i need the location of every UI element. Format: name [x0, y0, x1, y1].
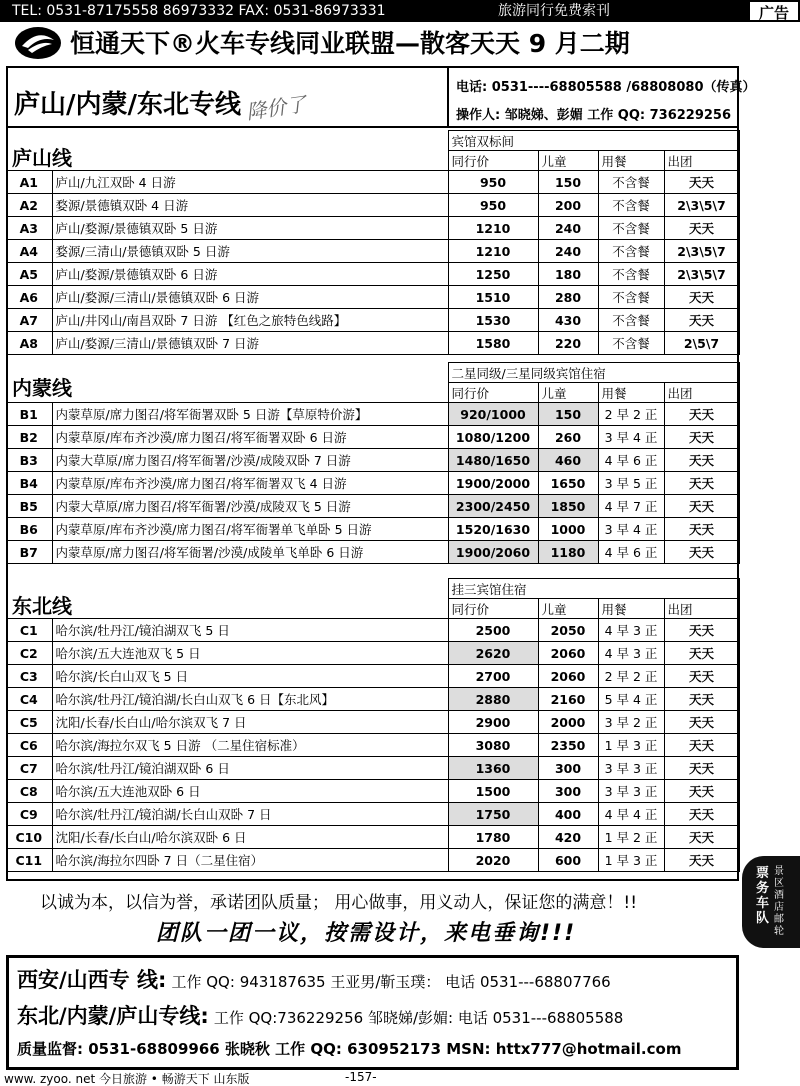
section-title-cell	[6, 363, 448, 383]
route-name: 庐山/婺源/景德镇双卧 5 日游	[52, 217, 448, 240]
dongbei-table	[6, 578, 740, 872]
meal-cell: 1 早 2 正	[598, 826, 664, 849]
table-row	[6, 803, 739, 826]
meal-cell: 3 早 4 正	[598, 426, 664, 449]
meal-cell: 不含餐	[598, 194, 664, 217]
accommodation-header: 宾馆双标间	[448, 131, 739, 151]
route-code: C6	[6, 734, 52, 757]
price-cell: 1750	[448, 803, 538, 826]
departure-cell: 天天	[664, 309, 739, 332]
table-row	[6, 734, 739, 757]
table-row	[6, 332, 739, 355]
route-name: 内蒙大草原/席力图召/将军衙署/沙漠/成陵双卧 7 日游	[52, 449, 448, 472]
top-contacts: TEL: 0531-87175558 86973332 FAX: 0531-86973331	[12, 3, 386, 19]
price-cell: 1900/2000	[448, 472, 538, 495]
child-price-cell: 150	[538, 403, 598, 426]
accommodation-header: 挂三宾馆住宿	[448, 579, 739, 599]
route-header	[6, 66, 756, 128]
route-name: 哈尔滨/五大连池双卧 6 日	[52, 780, 448, 803]
table-row	[6, 263, 739, 286]
meal-cell: 1 早 3 正	[598, 734, 664, 757]
meal-cell: 2 早 2 正	[598, 403, 664, 426]
header-blank	[6, 151, 448, 171]
child-price-cell: 460	[538, 449, 598, 472]
route-code: B2	[6, 426, 52, 449]
route-code: A3	[6, 217, 52, 240]
table-row	[6, 426, 739, 449]
route-code: C8	[6, 780, 52, 803]
route-code: C11	[6, 849, 52, 872]
header-divider	[447, 66, 449, 126]
child-price-cell: 220	[538, 332, 598, 355]
column-header: 同行价	[448, 151, 538, 171]
route-code: C2	[6, 642, 52, 665]
contact-dongbei-title: 东北/内蒙/庐山专线:	[17, 1004, 209, 1028]
route-name: 庐山/井冈山/南昌双卧 7 日游 【红色之旅特色线路】	[52, 309, 448, 332]
meal-cell: 3 早 3 正	[598, 757, 664, 780]
table-row	[6, 171, 739, 194]
child-price-cell: 2350	[538, 734, 598, 757]
contact-xian-title: 西安/山西专 线:	[17, 968, 167, 992]
slogan-motto: 团队一团一议，按需设计，来电垂询!!!	[156, 921, 577, 946]
accommodation-header: 二星同级/三星同级宾馆住宿	[448, 363, 739, 383]
price-cell: 1510	[448, 286, 538, 309]
child-price-cell: 150	[538, 171, 598, 194]
child-price-cell: 2160	[538, 688, 598, 711]
route-name: 内蒙草原/库布齐沙漠/席力图召/将军衙署双飞 4 日游	[52, 472, 448, 495]
price-cell: 2880	[448, 688, 538, 711]
meal-cell: 不含餐	[598, 332, 664, 355]
child-price-cell: 2050	[538, 619, 598, 642]
child-price-cell: 430	[538, 309, 598, 332]
contact-xian-info: 工作 QQ: 943187635 王亚男/靳玉璞： 电话 0531---68807766	[171, 973, 611, 991]
table-row	[6, 849, 739, 872]
price-cell: 2300/2450	[448, 495, 538, 518]
route-name: 内蒙草原/库布齐沙漠/席力图召/将军衙署单飞单卧 5 日游	[52, 518, 448, 541]
route-code: B5	[6, 495, 52, 518]
column-header-row	[6, 151, 739, 171]
departure-cell: 天天	[664, 757, 739, 780]
brand-title: 恒通天下®火车专线同业联盟—散客天天 9 月二期	[70, 29, 630, 58]
route-name: 哈尔滨/海拉尔四卧 7 日（二星住宿）	[52, 849, 448, 872]
route-code: B7	[6, 541, 52, 564]
price-cell: 1210	[448, 217, 538, 240]
super-header-row	[6, 131, 739, 151]
route-code: C4	[6, 688, 52, 711]
section-title-lushan: 庐山线	[12, 146, 72, 170]
price-cell: 1530	[448, 309, 538, 332]
section-title-neimeng: 内蒙线	[12, 376, 72, 400]
departure-cell: 天天	[664, 472, 739, 495]
route-name: 哈尔滨/海拉尔双飞 5 日游 （二星住宿标准）	[52, 734, 448, 757]
super-header-row	[6, 579, 739, 599]
departure-cell: 天天	[664, 619, 739, 642]
route-code: A6	[6, 286, 52, 309]
meal-cell: 不含餐	[598, 286, 664, 309]
top-note: 旅游同行免费索刊	[498, 3, 610, 19]
route-code: A2	[6, 194, 52, 217]
table-row	[6, 217, 739, 240]
departure-cell: 2\3\5\7	[664, 240, 739, 263]
meal-cell: 5 早 4 正	[598, 688, 664, 711]
price-cell: 1780	[448, 826, 538, 849]
route-name: 哈尔滨/牡丹江/镜泊湖/长白山双卧 7 日	[52, 803, 448, 826]
departure-cell: 2\3\5\7	[664, 194, 739, 217]
route-code: B4	[6, 472, 52, 495]
price-cell: 950	[448, 194, 538, 217]
price-cell: 1360	[448, 757, 538, 780]
departure-cell: 天天	[664, 826, 739, 849]
departure-cell: 天天	[664, 849, 739, 872]
slogan-line: 以诚为本，以信为誉，承诺团队质量； 用心做事，用义动人，保证您的满意！!!	[40, 893, 638, 913]
price-cell: 1080/1200	[448, 426, 538, 449]
header-phone: 电话: 0531----68805588 /68808080（传真）	[456, 80, 756, 95]
route-code: C10	[6, 826, 52, 849]
meal-cell: 不含餐	[598, 171, 664, 194]
top-contact-bar	[0, 0, 800, 22]
price-cell: 2020	[448, 849, 538, 872]
price-cut-stamp: 降价了	[244, 91, 308, 125]
section-title-dongbei: 东北线	[12, 594, 72, 618]
departure-cell: 天天	[664, 711, 739, 734]
column-header: 同行价	[448, 383, 538, 403]
child-price-cell: 260	[538, 426, 598, 449]
route-code: C9	[6, 803, 52, 826]
table-row	[6, 518, 739, 541]
table-row	[6, 619, 739, 642]
route-name: 哈尔滨/牡丹江/镜泊湖双飞 5 日	[52, 619, 448, 642]
route-name: 庐山/婺源/三清山/景德镇双卧 6 日游	[52, 286, 448, 309]
route-name: 庐山/婺源/景德镇双卧 6 日游	[52, 263, 448, 286]
meal-cell: 4 早 4 正	[598, 803, 664, 826]
super-header-row	[6, 363, 739, 383]
route-code: A8	[6, 332, 52, 355]
table-row	[6, 309, 739, 332]
column-header: 同行价	[448, 599, 538, 619]
route-name: 婺源/景德镇双卧 4 日游	[52, 194, 448, 217]
departure-cell: 天天	[664, 286, 739, 309]
departure-cell: 天天	[664, 171, 739, 194]
column-header: 儿童	[538, 151, 598, 171]
child-price-cell: 200	[538, 194, 598, 217]
section-title-cell	[6, 579, 448, 599]
meal-cell: 3 早 2 正	[598, 711, 664, 734]
route-code: C7	[6, 757, 52, 780]
child-price-cell: 240	[538, 240, 598, 263]
table-row	[6, 642, 739, 665]
neimeng-table	[6, 362, 740, 564]
price-cell: 1210	[448, 240, 538, 263]
departure-cell: 天天	[664, 688, 739, 711]
page-number: -157-	[345, 1070, 377, 1084]
table-row	[6, 757, 739, 780]
header-blank	[6, 599, 448, 619]
departure-cell: 天天	[664, 642, 739, 665]
table-row	[6, 780, 739, 803]
child-price-cell: 280	[538, 286, 598, 309]
price-cell: 1580	[448, 332, 538, 355]
route-code: B6	[6, 518, 52, 541]
meal-cell: 3 早 5 正	[598, 472, 664, 495]
price-cell: 1480/1650	[448, 449, 538, 472]
column-header: 出团	[664, 151, 739, 171]
departure-cell: 天天	[664, 217, 739, 240]
header-operators: 操作人: 邹晓娣、彭媚 工作 QQ: 736229256	[456, 108, 732, 123]
lushan-table	[6, 130, 740, 355]
column-header: 用餐	[598, 599, 664, 619]
price-cell: 950	[448, 171, 538, 194]
table-row	[6, 711, 739, 734]
child-price-cell: 2060	[538, 665, 598, 688]
departure-cell: 2\5\7	[664, 332, 739, 355]
contact-box	[6, 955, 739, 1070]
route-title: 庐山/内蒙/东北专线	[14, 90, 241, 120]
departure-cell: 天天	[664, 518, 739, 541]
departure-cell: 天天	[664, 780, 739, 803]
departure-cell: 天天	[664, 734, 739, 757]
child-price-cell: 1650	[538, 472, 598, 495]
meal-cell: 4 早 6 正	[598, 541, 664, 564]
child-price-cell: 2060	[538, 642, 598, 665]
price-cell: 2500	[448, 619, 538, 642]
route-code: C5	[6, 711, 52, 734]
child-price-cell: 1180	[538, 541, 598, 564]
child-price-cell: 300	[538, 780, 598, 803]
table-row	[6, 541, 739, 564]
child-price-cell: 600	[538, 849, 598, 872]
meal-cell: 4 早 7 正	[598, 495, 664, 518]
table-row	[6, 286, 739, 309]
column-header-row	[6, 599, 739, 619]
child-price-cell: 300	[538, 757, 598, 780]
departure-cell: 天天	[664, 665, 739, 688]
contact-dongbei-info: 工作 QQ:736229256 邹晓娣/彭媚: 电话 0531---68805588	[213, 1009, 624, 1027]
route-code: C3	[6, 665, 52, 688]
table-row	[6, 449, 739, 472]
route-name: 内蒙草原/席力图召/将军衙署/沙漠/成陵单飞单卧 6 日游	[52, 541, 448, 564]
route-name: 内蒙草原/席力图召/将军衙署双卧 5 日游【草原特价游】	[52, 403, 448, 426]
departure-cell: 天天	[664, 803, 739, 826]
route-code: A4	[6, 240, 52, 263]
table-row	[6, 688, 739, 711]
departure-cell: 天天	[664, 541, 739, 564]
meal-cell: 3 早 4 正	[598, 518, 664, 541]
header-blank	[6, 383, 448, 403]
child-price-cell: 240	[538, 217, 598, 240]
route-name: 哈尔滨/牡丹江/镜泊湖/长白山双飞 6 日【东北风】	[52, 688, 448, 711]
column-header: 出团	[664, 383, 739, 403]
route-name: 哈尔滨/牡丹江/镜泊湖双卧 6 日	[52, 757, 448, 780]
table-row	[6, 472, 739, 495]
column-header-row	[6, 383, 739, 403]
route-name: 哈尔滨/五大连池双飞 5 日	[52, 642, 448, 665]
side-tab	[742, 856, 800, 948]
route-name: 庐山/婺源/三清山/景德镇双卧 7 日游	[52, 332, 448, 355]
meal-cell: 1 早 3 正	[598, 849, 664, 872]
brand-logo-icon	[14, 26, 62, 60]
meal-cell: 不含餐	[598, 240, 664, 263]
child-price-cell: 420	[538, 826, 598, 849]
route-name: 沈阳/长春/长白山/哈尔滨双飞 7 日	[52, 711, 448, 734]
route-name: 庐山/九江双卧 4 日游	[52, 171, 448, 194]
table-row	[6, 495, 739, 518]
ad-badge: 广告	[748, 0, 800, 22]
column-header: 出团	[664, 599, 739, 619]
departure-cell: 天天	[664, 426, 739, 449]
route-name: 婺源/三清山/景德镇双卧 5 日游	[52, 240, 448, 263]
meal-cell: 不含餐	[598, 263, 664, 286]
table-row	[6, 240, 739, 263]
route-code: B1	[6, 403, 52, 426]
side-tab-main: 票务车队	[756, 866, 770, 926]
price-cell: 1900/2060	[448, 541, 538, 564]
column-header: 儿童	[538, 383, 598, 403]
departure-cell: 天天	[664, 403, 739, 426]
table-row	[6, 826, 739, 849]
route-name: 内蒙草原/库布齐沙漠/席力图召/将军衙署双卧 6 日游	[52, 426, 448, 449]
route-code: C1	[6, 619, 52, 642]
departure-cell: 天天	[664, 495, 739, 518]
route-name: 哈尔滨/长白山双飞 5 日	[52, 665, 448, 688]
route-code: A1	[6, 171, 52, 194]
column-header: 用餐	[598, 383, 664, 403]
route-code: B3	[6, 449, 52, 472]
price-cell: 1250	[448, 263, 538, 286]
child-price-cell: 180	[538, 263, 598, 286]
price-cell: 1500	[448, 780, 538, 803]
price-cell: 3080	[448, 734, 538, 757]
table-row	[6, 665, 739, 688]
route-name: 内蒙大草原/席力图召/将军衙署/沙漠/成陵双飞 5 日游	[52, 495, 448, 518]
route-name: 沈阳/长春/长白山/哈尔滨双卧 6 日	[52, 826, 448, 849]
contact-quality: 质量监督: 0531-68809966 张晓秋 工作 QQ: 630952173 MSN: httx777@hotmail.com	[17, 1040, 682, 1058]
column-header: 儿童	[538, 599, 598, 619]
price-cell: 2900	[448, 711, 538, 734]
table-row	[6, 403, 739, 426]
meal-cell: 4 早 6 正	[598, 449, 664, 472]
child-price-cell: 2000	[538, 711, 598, 734]
route-code: A5	[6, 263, 52, 286]
meal-cell: 4 早 3 正	[598, 619, 664, 642]
meal-cell: 2 早 2 正	[598, 665, 664, 688]
price-cell: 1520/1630	[448, 518, 538, 541]
meal-cell: 4 早 3 正	[598, 642, 664, 665]
side-tab-sub: 景区酒店邮轮	[774, 866, 784, 937]
column-header: 用餐	[598, 151, 664, 171]
child-price-cell: 400	[538, 803, 598, 826]
footer-site: www. zyoo. net 今日旅游 • 畅游天下 山东版	[4, 1072, 250, 1086]
child-price-cell: 1000	[538, 518, 598, 541]
meal-cell: 3 早 3 正	[598, 780, 664, 803]
page-footer	[0, 1068, 800, 1086]
table-row	[6, 194, 739, 217]
route-code: A7	[6, 309, 52, 332]
meal-cell: 不含餐	[598, 217, 664, 240]
child-price-cell: 1850	[538, 495, 598, 518]
section-title-cell	[6, 131, 448, 151]
meal-cell: 不含餐	[598, 309, 664, 332]
price-cell: 920/1000	[448, 403, 538, 426]
price-cell: 2620	[448, 642, 538, 665]
price-cell: 2700	[448, 665, 538, 688]
departure-cell: 天天	[664, 449, 739, 472]
departure-cell: 2\3\5\7	[664, 263, 739, 286]
